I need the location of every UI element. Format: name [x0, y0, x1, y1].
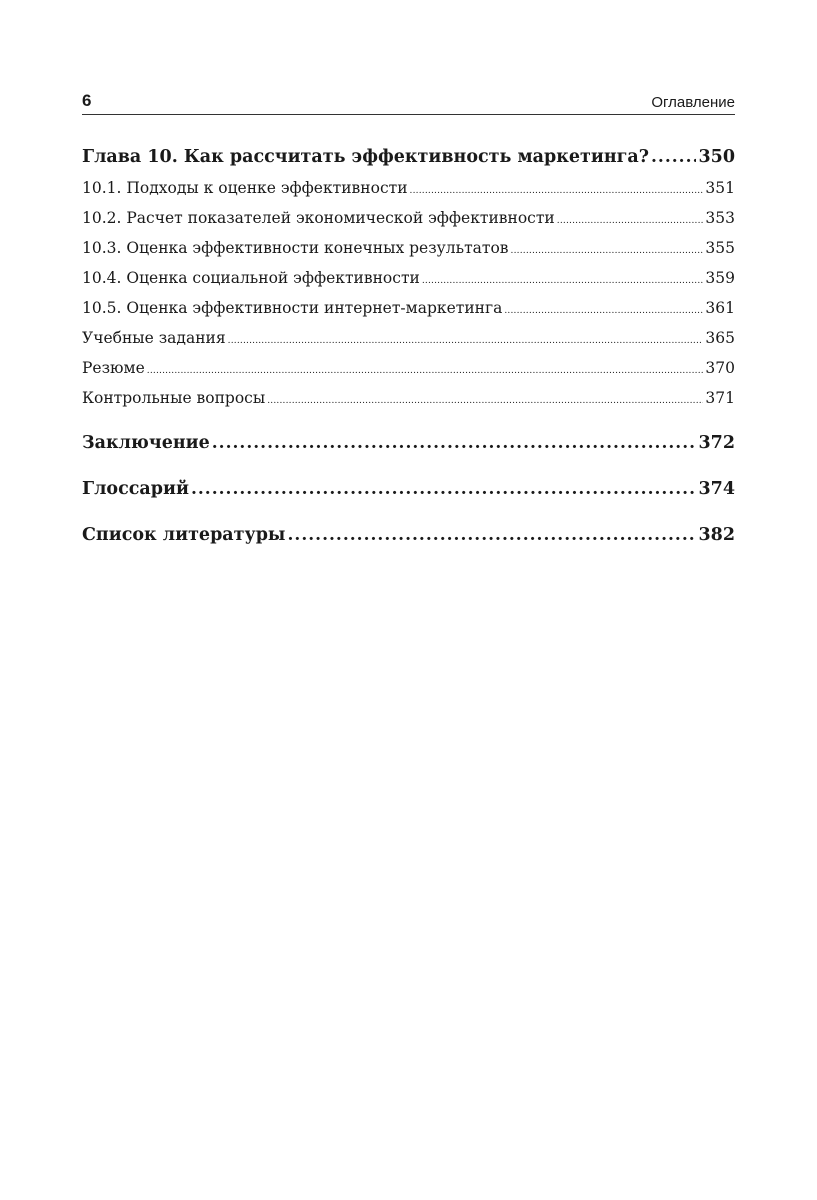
toc-entry-10-3[interactable]: [82, 233, 735, 263]
toc-entry-page: 350: [698, 147, 735, 167]
dot-leader: [422, 266, 704, 296]
toc-entry-glossary[interactable]: [82, 473, 735, 505]
toc-entry-page: 359: [705, 269, 735, 287]
toc-entry-page: 371: [705, 389, 735, 407]
dot-leader: [410, 176, 704, 206]
dot-leader: [557, 206, 704, 236]
toc-entry-label: Контрольные вопросы: [82, 389, 266, 407]
toc-entry-label: Список литературы: [82, 525, 286, 545]
toc-entry-page: 382: [698, 525, 735, 545]
toc-entry-label: 10.5. Оценка эффективности интернет-маркетинга: [82, 299, 503, 317]
toc-entry-page: 370: [705, 359, 735, 377]
toc-entry-10-1[interactable]: [82, 173, 735, 203]
toc-entry-page: 374: [698, 479, 735, 499]
dot-leader: [147, 356, 704, 386]
toc-entry-references[interactable]: [82, 519, 735, 551]
toc-entry-10-5[interactable]: [82, 293, 735, 323]
section-title: Оглавление: [651, 94, 735, 111]
dot-leader: [511, 236, 704, 266]
toc-entry-conclusion[interactable]: [82, 427, 735, 459]
toc-entry-label: 10.4. Оценка социальной эффективности: [82, 269, 420, 287]
dot-leader: [191, 473, 697, 505]
toc-entry-page: 365: [705, 329, 735, 347]
page-number: 6: [82, 91, 92, 110]
dot-leader: [212, 427, 697, 459]
running-header: [82, 90, 735, 115]
toc-entry-label: 10.2. Расчет показателей экономической эффективности: [82, 209, 555, 227]
dot-leader: [267, 386, 703, 416]
toc-entry-label: Учебные задания: [82, 329, 226, 347]
toc-entry-chapter-10[interactable]: [82, 141, 735, 173]
table-of-contents: [82, 141, 735, 551]
toc-entry-summary[interactable]: [82, 353, 735, 383]
toc-entry-page: 372: [698, 433, 735, 453]
dot-leader: [287, 519, 696, 551]
toc-entry-questions[interactable]: [82, 383, 735, 413]
dot-leader: [228, 326, 704, 356]
toc-entry-page: 361: [705, 299, 735, 317]
toc-entry-label: 10.3. Оценка эффективности конечных результатов: [82, 239, 509, 257]
toc-entry-10-2[interactable]: [82, 203, 735, 233]
toc-entry-10-4[interactable]: [82, 263, 735, 293]
toc-entry-page: 355: [705, 239, 735, 257]
toc-entry-label: Резюме: [82, 359, 145, 377]
toc-entry-page: 353: [705, 209, 735, 227]
toc-entry-page: 351: [705, 179, 735, 197]
toc-entry-tasks[interactable]: [82, 323, 735, 353]
toc-entry-label: Глоссарий: [82, 479, 189, 499]
dot-leader: [651, 141, 696, 173]
toc-entry-label: Глава 10. Как рассчитать эффективность маркетинга?: [82, 147, 649, 167]
toc-entry-label: 10.1. Подходы к оценке эффективности: [82, 179, 408, 197]
toc-entry-label: Заключение: [82, 433, 210, 453]
dot-leader: [504, 296, 703, 326]
